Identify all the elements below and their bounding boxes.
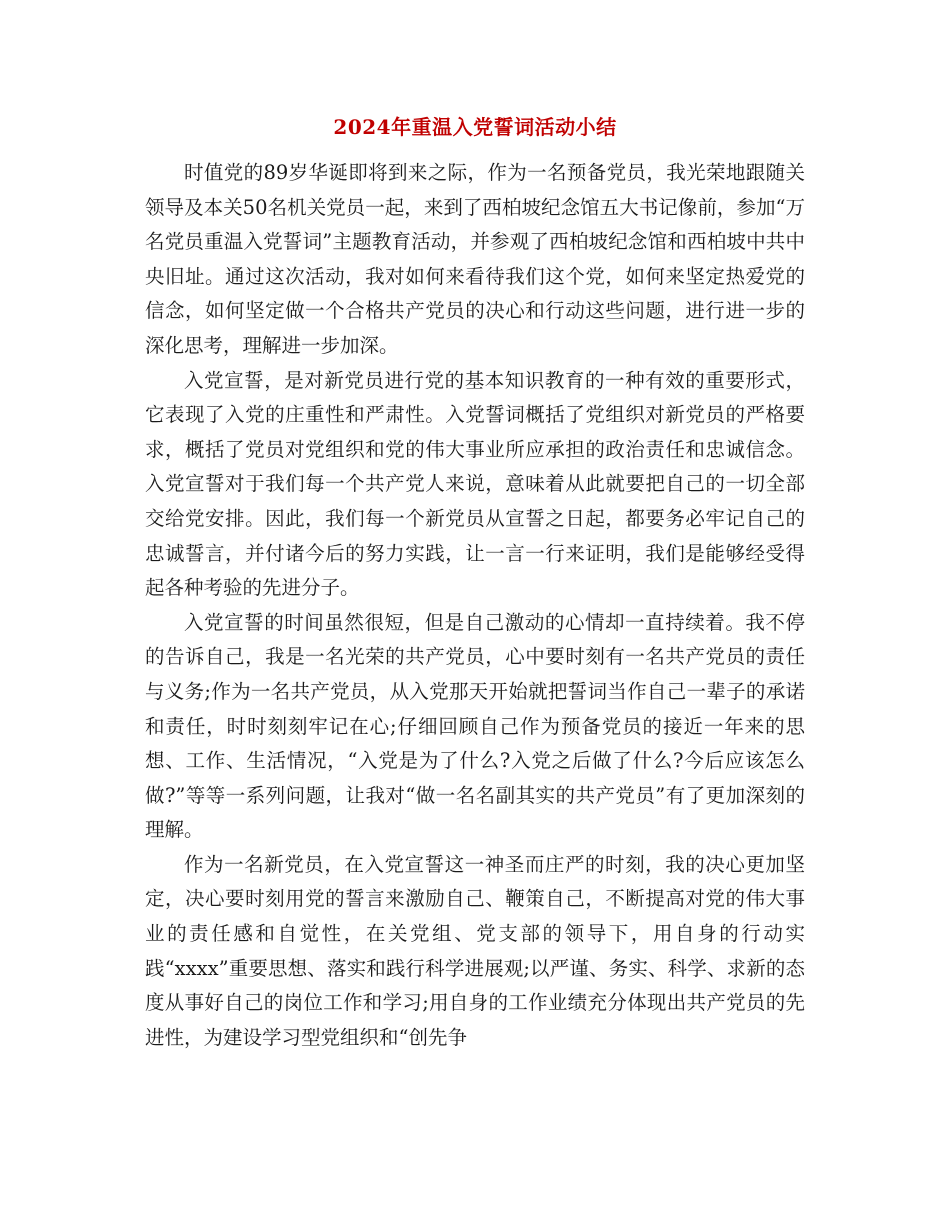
document-body [145, 156, 805, 1055]
paragraph: 入党宣誓的时间虽然很短，但是自己激动的心情却一直持续着。我不停的告诉自己，我是一名光荣的共产党员，心中要时刻有一名共产党员的责任与义务;作为一名共产党员，从入党那天开始就把誓词当作自己一辈子的承诺和责任，时时刻刻牢记在心;仔细回顾自己作为预备党员的接近一年来的思想、工作、生活情况，“入党是为了什么?入党之后做了什么?今后应该怎么做?”等等一系列问题，让我对“做一名名副其实的共产党员”有了更加深刻的理解。 [145, 610, 805, 842]
paragraph: 作为一名新党员，在入党宣誓这一神圣而庄严的时刻，我的决心更加坚定，决心要时刻用党的誓言来激励自己、鞭策自己，不断提高对党的伟大事业的责任感和自觉性，在关党组、党支部的领导下，用自身的行动实践“xxxx”重要思想、落实和践行科学进展观;以严谨、务实、科学、求新的态度从事好自己的岗位工作和学习;用自身的工作业绩充分体现出共产党员的先进性，为建设学习型党组织和“创先争 [145, 852, 805, 1049]
document-title: 2024年重温入党誓词活动小结 [333, 115, 617, 139]
paragraph: 时值党的89岁华诞即将到来之际，作为一名预备党员，我光荣地跟随关领导及本关50名机关党员一起，来到了西柏坡纪念馆五大书记像前，参加“万名党员重温入党誓词”主题教育活动，并参观了西柏坡纪念馆和西柏坡中共中央旧址。通过这次活动，我对如何来看待我们这个党，如何来坚定热爱党的信念，如何坚定做一个合格共产党员的决心和行动这些问题，进行进一步的深化思考，理解进一步加深。 [145, 161, 805, 357]
paragraph: 入党宣誓，是对新党员进行党的基本知识教育的一种有效的重要形式，它表现了入党的庄重性和严肃性。入党誓词概括了党组织对新党员的严格要求，概括了党员对党组织和党的伟大事业所应承担的政治责任和忠诚信念。入党宣誓对于我们每一个共产党人来说，意味着从此就要把自己的一切全部交给党安排。因此，我们每一个新党员从宣誓之日起，都要务必牢记自己的忠诚誓言，并付诸今后的努力实践，让一言一行来证明，我们是能够经受得起各种考验的先进分子。 [145, 368, 805, 600]
